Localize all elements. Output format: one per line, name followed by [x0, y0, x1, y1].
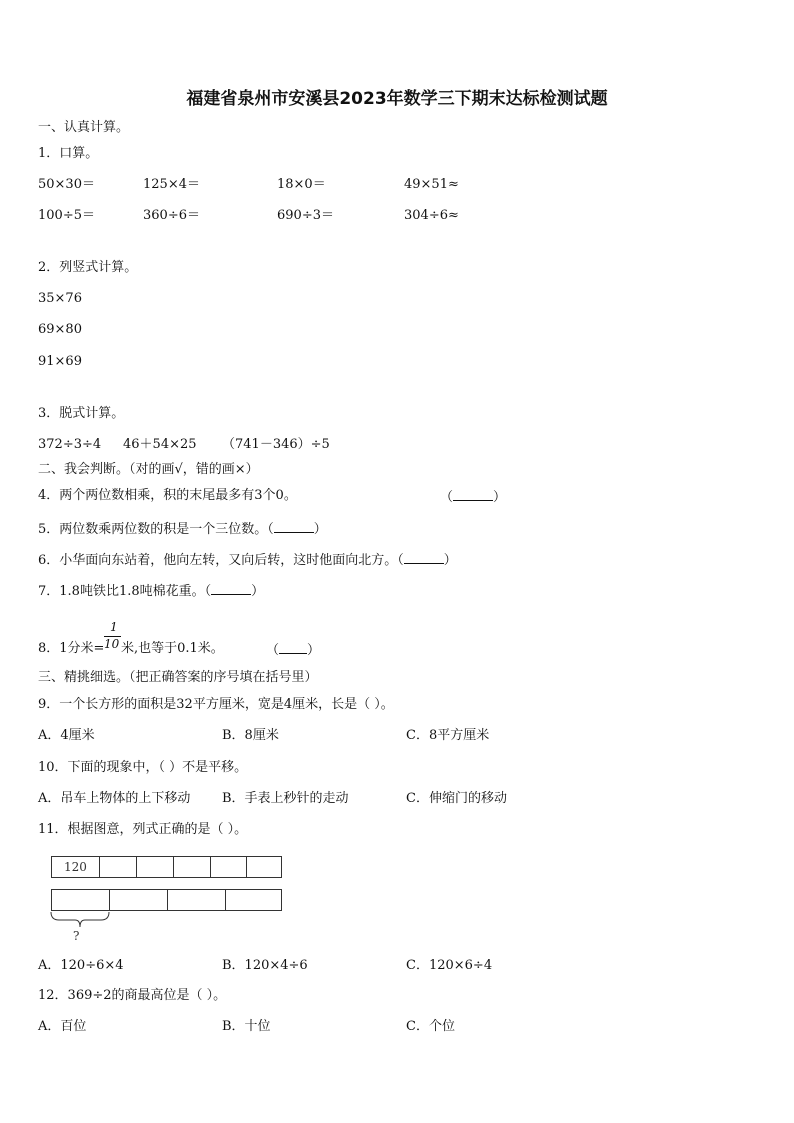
q2-item: 91×69 — [38, 354, 82, 369]
q11-option-b[interactable]: B．120×4÷6 — [222, 958, 308, 973]
diagram-divider — [109, 890, 110, 910]
fraction-numerator: 1 — [110, 620, 118, 634]
q6-answer-blank[interactable] — [404, 551, 444, 564]
fraction-denominator: 10 — [104, 637, 120, 651]
q4-text: 4．两个两位数相乘，积的末尾最多有3个0。 — [38, 488, 297, 503]
q2-item: 69×80 — [38, 322, 82, 337]
q9-text: 9．一个长方形的面积是32平方厘米，宽是4厘米，长是（ ）。 — [38, 697, 394, 712]
q11-option-c[interactable]: C．120×6÷4 — [406, 958, 493, 973]
q10-option-c[interactable]: C．伸缩门的移动 — [406, 791, 507, 806]
q2-item: 35×76 — [38, 291, 82, 306]
q5-text: 5．两位数乘两位数的积是一个三位数。（ — [38, 522, 274, 537]
q9-option-a[interactable]: A．4厘米 — [38, 728, 95, 743]
q6-text: 6．小华面向东站着，他向左转，又向后转，这时他面向北方。（ — [38, 553, 404, 568]
page-title: 福建省泉州市安溪县2023年数学三下期末达标检测试题 — [186, 89, 608, 109]
q6-row — [38, 551, 457, 569]
diagram-divider — [99, 857, 100, 877]
q5-row — [38, 520, 327, 538]
q12-option-c[interactable]: C．个位 — [406, 1019, 455, 1034]
q10-option-b[interactable]: B．手表上秒针的走动 — [222, 791, 349, 806]
q1-label: 1．口算。 — [38, 146, 99, 161]
q5-answer-blank[interactable] — [274, 520, 314, 533]
q3-item: 372÷3÷4 — [38, 437, 102, 452]
q7-row — [38, 582, 264, 600]
q11-text: 11．根据图意，列式正确的是（ ）。 — [38, 822, 248, 837]
q3-label: 3．脱式计算。 — [38, 406, 125, 421]
section-3-heading: 三、精挑细选。（把正确答案的序号填在括号里） — [38, 670, 318, 685]
q4-answer-blank[interactable] — [440, 488, 506, 506]
q1-item: 125×4＝ — [143, 177, 200, 192]
q1-item: 690÷3＝ — [277, 208, 334, 223]
paren-open: （ — [266, 643, 280, 658]
paren-close: ） — [307, 643, 321, 658]
q7-answer-blank[interactable] — [211, 582, 251, 595]
paren-close: ） — [493, 490, 507, 505]
q1-item: 304÷6≈ — [404, 208, 459, 223]
diagram-divider — [167, 890, 168, 910]
q1-item: 18×0＝ — [277, 177, 326, 192]
diagram-brace — [49, 910, 113, 932]
diagram-question-mark: ? — [73, 929, 80, 943]
paren-open: （ — [440, 490, 454, 505]
q8-answer-blank[interactable] — [266, 641, 320, 659]
section-1-heading: 一、认真计算。 — [38, 120, 130, 135]
diagram-divider — [225, 890, 226, 910]
diagram-bar-parts — [51, 889, 282, 911]
diagram-divider — [246, 857, 247, 877]
q3-item: 46＋54×25 — [123, 437, 197, 452]
q8-pre: 8．1分米= — [38, 641, 105, 656]
section-2-heading: 二、我会判断。（对的画√，错的画×） — [38, 462, 259, 477]
q12-option-a[interactable]: A．百位 — [38, 1019, 87, 1034]
q10-text: 10．下面的现象中，（ ）不是平移。 — [38, 760, 248, 775]
q1-item: 100÷5＝ — [38, 208, 95, 223]
q9-option-c[interactable]: C．8平方厘米 — [406, 728, 490, 743]
q2-label: 2．列竖式计算。 — [38, 260, 138, 275]
paren-close: ） — [313, 522, 327, 537]
q1-item: 360÷6＝ — [143, 208, 200, 223]
q1-item: 49×51≈ — [404, 177, 459, 192]
q12-text: 12．369÷2的商最高位是（ ）。 — [38, 988, 227, 1003]
q9-option-b[interactable]: B．8厘米 — [222, 728, 279, 743]
paren-close: ） — [251, 584, 265, 599]
diagram-divider — [173, 857, 174, 877]
paren-close: ） — [443, 553, 457, 568]
q3-item: （741－346）÷5 — [222, 437, 330, 452]
q10-option-a[interactable]: A．吊车上物体的上下移动 — [38, 791, 191, 806]
q7-text: 7．1.8吨铁比1.8吨棉花重。（ — [38, 584, 212, 599]
q12-option-b[interactable]: B．十位 — [222, 1019, 271, 1034]
diagram-divider — [210, 857, 211, 877]
diagram-value-label: 120 — [64, 860, 87, 874]
diagram-bar-whole — [51, 856, 282, 878]
q8-post: 米,也等于0.1米。 — [121, 641, 224, 656]
diagram-divider — [136, 857, 137, 877]
q1-item: 50×30＝ — [38, 177, 95, 192]
q11-option-a[interactable]: A．120÷6×4 — [38, 958, 124, 973]
